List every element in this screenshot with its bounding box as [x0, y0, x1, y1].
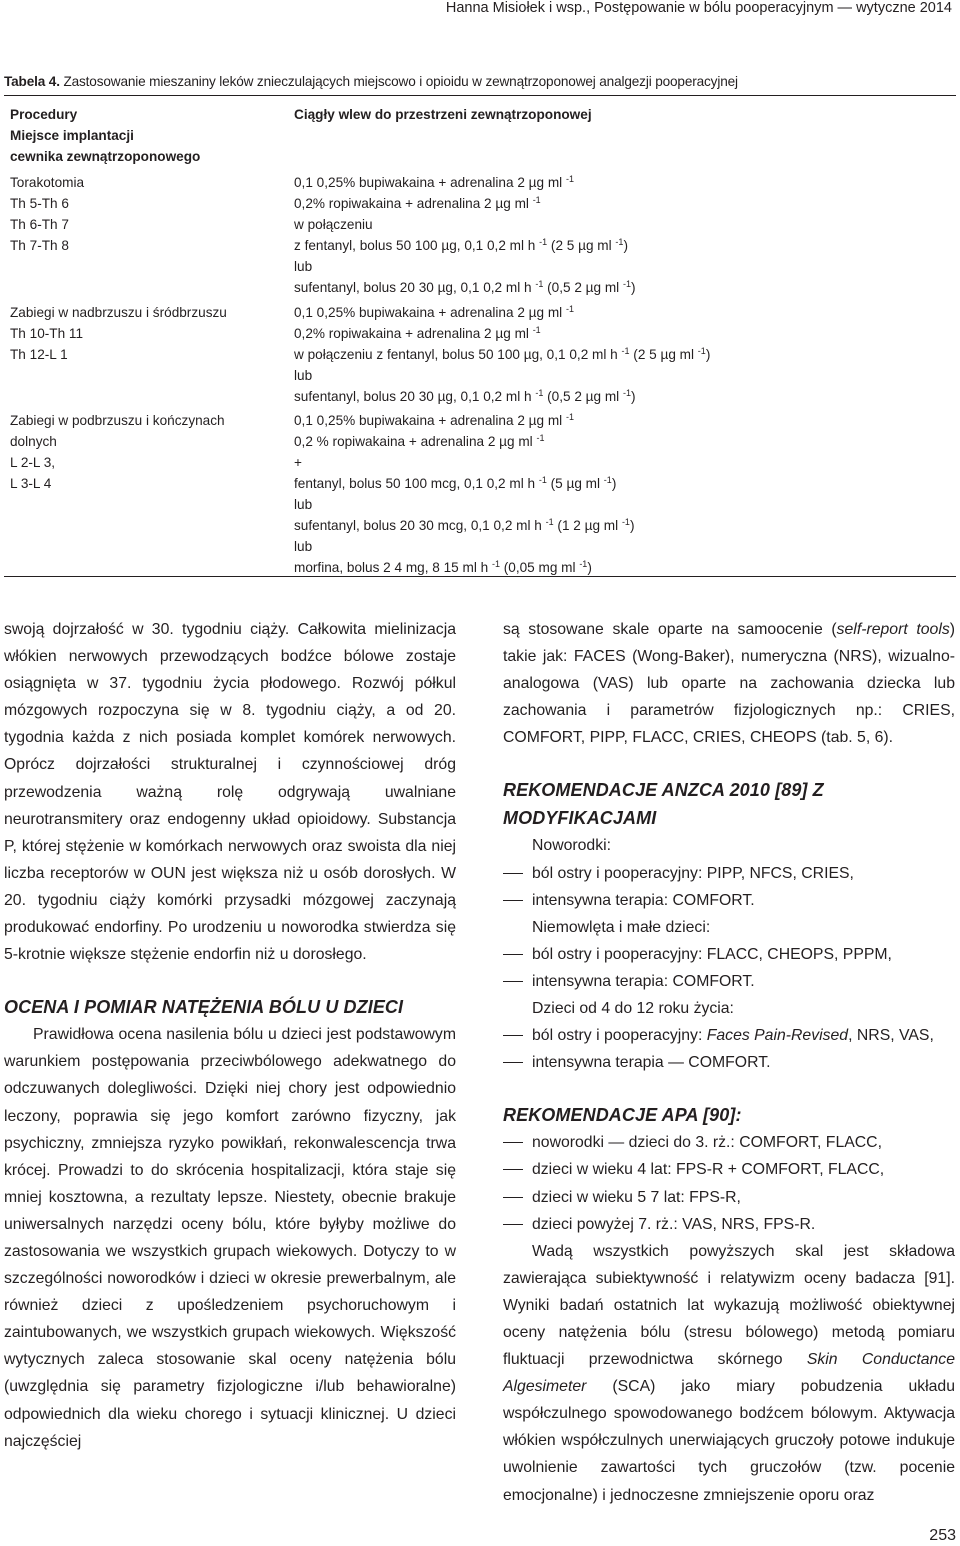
table-label: Tabela 4. — [4, 74, 60, 89]
body-paragraph: Prawidłowa ocena nasilenia bólu u dzieci jest podstawowym warunkiem postępowania przeciwbólowego adekwatnego do odczuwanych dolegliwości. Dzięki niej chory jest odpowiednio leczony, poprawia się jego komfort zarówno fizyczny, jak psychiczny, zmniejsza ryzyko powikłań, rekonwalescencja trwa krócej. Prowadzi to do skrócenia hospitalizacji, która staje się mniej kosztowna, a rezultaty lepsze. Niestety, obecnie brakuje uniwersalnych narzędzi oceny bólu, które byłyby możliwe do zastosowania we wszystkich grupach wiekowych. Dotyczy to w szczególności noworodków i dzieci w okresie prewerbalnym, ale również dzieci z upośledzeniem psychoruchowym i zaintubowanych, we wszystkich grupach wiekowych. Większość wytycznych zaleca stosowanie skal oceny natężenia bólu (uwzględnia się parametry fizjologiczne i/lub behawioralne) odpowiednich dla wieku chorego i sytuacji klinicznej. U dzieci najczęściej — [4, 1026, 456, 1450]
infusion-line: 0,1 0,25% bupiwakaina + adrenalina 2 µg ml $^{-1}$ — [294, 174, 574, 190]
procedure-cell — [10, 172, 270, 256]
infusion-line: lub — [294, 259, 313, 274]
procedure-line: dolnych — [10, 434, 57, 449]
table-caption — [4, 74, 954, 89]
list-item: intensywna terapia: COMFORT. — [503, 887, 955, 914]
list-item: dzieci w wieku 4 lat: FPS-R + COMFORT, FLACC, — [503, 1156, 955, 1183]
procedure-line: Zabiegi w nadbrzuszu i śródbrzuszu — [10, 305, 227, 320]
list-item: noworodki — dzieci do 3. rż.: COMFORT, FLACC, — [503, 1129, 955, 1156]
apa-heading: REKOMENDACJE APA [90]: — [503, 1105, 742, 1126]
list-item: ból ostry i pooperacyjny: Faces Pain-Revised, NRS, VAS, — [503, 1022, 955, 1049]
infusion-cell — [294, 172, 944, 298]
anzca-heading: REKOMENDACJE ANZCA 2010 [89] Z MODYFIKACJAMI — [503, 780, 824, 829]
table-header-procedures — [10, 104, 280, 167]
procedure-line: Th 5-Th 6 — [10, 196, 69, 211]
list-item: dzieci w wieku 5 7 lat: FPS-R, — [503, 1184, 955, 1211]
procedure-line: L 3-L 4 — [10, 476, 52, 491]
anzca-group-label: Niemowlęta i małe dzieci: — [532, 918, 711, 936]
infusion-line: w połączeniu z fentanyl, bolus 50 100 µg, 0,1 0,2 ml h $^{-1}$ (2 5 µg ml $^{-1}$) — [294, 346, 711, 362]
list-item: ból ostry i pooperacyjny: FLACC, CHEOPS, PPPM, — [503, 941, 955, 968]
infusion-line: lub — [294, 539, 313, 554]
procedure-cell — [10, 410, 270, 494]
table-caption-text: Zastosowanie mieszaniny leków znieczulających miejscowo i opioidu w zewnątrzoponowej analgezji pooperacyjnej — [63, 74, 738, 89]
infusion-line: morfina, bolus 2 4 mg, 8 15 ml h $^{-1}$ (0,05 mg ml $^{-1}$) — [294, 559, 592, 575]
infusion-line: w połączeniu — [294, 217, 373, 232]
infusion-line: lub — [294, 368, 313, 383]
body-paragraph: są stosowane skale oparte na samoocenie (self-report tools) takie jak: FACES (Wong-Baker), numeryczna (NRS), wizualno-analogowa (VAS) lub oparte na zachowania dziecka lub zachowania i parametrów fizjologicznych np.: CRIES, COMFORT, PIPP, FLACC, CRIES, CHEOPS (tab. 5, 6). — [503, 621, 955, 747]
procedure-line: Th 12-L 1 — [10, 347, 68, 362]
procedure-line: Th 10-Th 11 — [10, 326, 84, 341]
section-heading: OCENA I POMIAR NATĘŻENIA BÓLU U DZIECI — [4, 997, 404, 1018]
infusion-line: + — [294, 455, 302, 470]
procedure-cell — [10, 302, 270, 365]
anzca-group-label: Noworodki: — [532, 837, 612, 855]
procedure-line: Th 6-Th 7 — [10, 217, 69, 232]
infusion-line: 0,2 % ropiwakaina + adrenalina 2 µg ml $^{-1}$ — [294, 433, 545, 449]
list-item: intensywna terapia — COMFORT. — [503, 1049, 955, 1076]
table-header-infusion: Ciągły wlew do przestrzeni zewnątrzoponowej — [294, 107, 592, 122]
procedure-line: Th 7-Th 8 — [10, 238, 69, 253]
procedure-line: L 2-L 3, — [10, 455, 56, 470]
right-text-column — [503, 616, 955, 1509]
infusion-line: sufentanyl, bolus 20 30 mcg, 0,1 0,2 ml h $^{-1}$ (1 2 µg ml $^{-1}$) — [294, 517, 635, 533]
table-header-procedures-line: Miejsce implantacji — [10, 128, 134, 143]
table-bottom-rule — [4, 576, 956, 577]
body-paragraph: swoją dojrzałość w 30. tygodniu ciąży. Całkowita mielinizacja włókien nerwowych przewodzących bodźce bólowe zostaje osiągnięta w 37. tygodniu życia płodowego. Rozwój półkul mózgowych rozpoczyna się w 8. tygodniu ciąży, a od 20. tygodnia każda z nich posiada komplet komórek nerwowych. Oprócz dojrzałości strukturalnej i czynnościowej dróg przewodzenia ważną rolę odgrywają uwalniane neurotransmitery oraz endogenny układ opioidowy. Substancja P, której stężenie w komórkach nerwowych oraz swoista dla niej liczba receptorów w OUN jest większa niż u osób dorosłych. W 20. tygodniu ciąży komórki przysadki mózgowej zaczynają produkować endorfiny. Po urodzeniu u noworodka stwierdza się 5-krotnie większe stężenie endorfin niż u dorosłego. — [4, 621, 456, 964]
running-header: Hanna Misiołek i wsp., Postępowanie w bólu pooperacyjnym — wytyczne 2014 — [445, 0, 952, 16]
infusion-cell — [294, 302, 944, 407]
infusion-line: fentanyl, bolus 50 100 mcg, 0,1 0,2 ml h $^{-1}$ (5 µg ml $^{-1}$) — [294, 475, 617, 491]
page-number: 253 — [929, 1527, 956, 1544]
anzca-group-label: Dzieci od 4 do 12 roku życia: — [532, 1000, 734, 1018]
infusion-line: 0,2% ropiwakaina + adrenalina 2 µg ml $^{-1}$ — [294, 325, 541, 341]
infusion-line: 0,1 0,25% bupiwakaina + adrenalina 2 µg ml $^{-1}$ — [294, 412, 574, 428]
body-paragraph: Wadą wszystkich powyższych skal jest składowa zawierająca subiektywność i relatywizm oceny badacza [91]. Wyniki badań ostatnich lat wykazują możliwość obiektywnej oceny natężenia bólu (stresu bólowego) metodą pomiaru fluktuacji przewodnictwa skórnego Skin Conductance Algesimeter (SCA) jako miary pobudzenia układu współczulnego spowodowanego bodźcem bólowym. Aktywacja włókien współczulnych unerwiających gruczoły potowe indukuje uwolnienie zawartości tych gruczołów (tzw. pocenie emocjonalne) i jednoczesne zmniejszenie oporu oraz — [503, 1242, 955, 1504]
infusion-line: lub — [294, 497, 313, 512]
procedure-line: Torakotomia — [10, 175, 85, 190]
infusion-line: 0,2% ropiwakaina + adrenalina 2 µg ml $^{-1}$ — [294, 195, 541, 211]
infusion-line: sufentanyl, bolus 20 30 µg, 0,1 0,2 ml h $^{-1}$ (0,5 2 µg ml $^{-1}$) — [294, 388, 636, 404]
list-item: intensywna terapia: COMFORT. — [503, 968, 955, 995]
infusion-line: z fentanyl, bolus 50 100 µg, 0,1 0,2 ml h $^{-1}$ (2 5 µg ml $^{-1}$) — [294, 237, 628, 253]
left-text-column — [4, 616, 456, 1455]
infusion-line: 0,1 0,25% bupiwakaina + adrenalina 2 µg ml $^{-1}$ — [294, 304, 574, 320]
procedure-line: Zabiegi w podbrzuszu i kończynach — [10, 413, 225, 428]
list-item: dzieci powyżej 7. rż.: VAS, NRS, FPS-R. — [503, 1211, 955, 1238]
infusion-cell — [294, 410, 944, 578]
table-header-procedures-line: cewnika zewnątrzoponowego — [10, 149, 201, 164]
table-top-rule — [4, 95, 956, 96]
infusion-line: sufentanyl, bolus 20 30 µg, 0,1 0,2 ml h $^{-1}$ (0,5 2 µg ml $^{-1}$) — [294, 279, 636, 295]
table-header-procedures-line: Procedury — [10, 107, 78, 122]
list-item: ból ostry i pooperacyjny: PIPP, NFCS, CRIES, — [503, 860, 955, 887]
